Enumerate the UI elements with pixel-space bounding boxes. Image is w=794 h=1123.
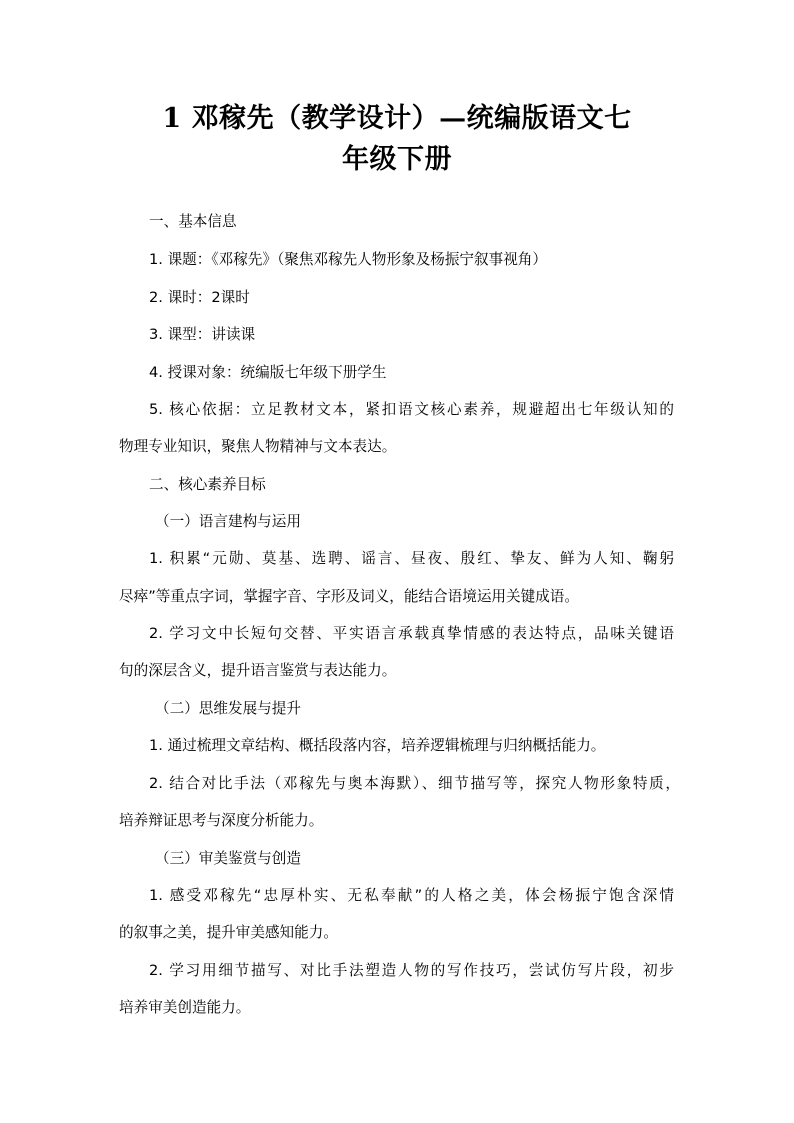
- language-item-1-line-1: 1. 积累“元勋、莫基、选聘、谣言、昼夜、殷红、挚友、鲜为人知、鞠躬: [149, 550, 674, 567]
- subheading-aesthetic: （三）审美鉴赏与创造: [155, 850, 301, 867]
- document-title-line-1: 1 邓稼先（教学设计）—统编版语文七: [162, 103, 632, 134]
- language-item-2-line-1: 2. 学习文中长短句交替、平实语言承载真挚情感的表达特点，品味关键语: [149, 625, 674, 642]
- aesthetic-item-1-line-1: 1. 感受邓稼先“忠厚朴实、无私奉献”的人格之美，体会杨振宁饱含深情: [149, 887, 674, 904]
- section-heading-basic-info: 一、基本信息: [149, 213, 237, 230]
- basic-info-item-5-line-1: 5. 核心依据：立足教材文本，紧扣语文核心素养，规避超出七年级认知的: [149, 401, 674, 418]
- document-title-line-2: 年级下册: [342, 144, 452, 175]
- basic-info-item-1: 1. 课题：《邓稼先》（聚焦邓稼先人物形象及杨振宁叙事视角）: [149, 251, 547, 268]
- basic-info-item-5-line-2: 物理专业知识，聚焦人物精神与文本表达。: [119, 438, 397, 455]
- thinking-item-2-line-1: 2. 结合对比手法（邓稼先与奥本海默）、细节描写等，探究人物形象特质，: [149, 775, 680, 792]
- basic-info-item-2: 2. 课时：2课时: [149, 289, 250, 306]
- aesthetic-item-1-line-2: 的叙事之美，提升审美感知能力。: [119, 924, 338, 941]
- aesthetic-item-2-line-2: 培养审美创造能力。: [119, 999, 251, 1016]
- language-item-2-line-2: 句的深层含义，提升语言鉴赏与表达能力。: [119, 662, 397, 679]
- subheading-language: （一）语言建构与运用: [155, 513, 301, 530]
- basic-info-item-4: 4. 授课对象：统编版七年级下册学生: [149, 364, 387, 381]
- language-item-1-line-2: 尽瘁”等重点字词，掌握字音、字形及词义，能结合语境运用关键成语。: [119, 588, 579, 605]
- thinking-item-1: 1. 通过梳理文章结构、概括段落内容，培养逻辑梳理与归纳概括能力。: [149, 737, 606, 754]
- aesthetic-item-2-line-1: 2. 学习用细节描写、对比手法塑造人物的写作技巧，尝试仿写片段，初步: [149, 962, 674, 979]
- basic-info-item-3: 3. 课型：讲读课: [149, 326, 256, 343]
- section-heading-core-goals: 二、核心素养目标: [149, 476, 266, 493]
- thinking-item-2-line-2: 培养辩证思考与深度分析能力。: [119, 812, 324, 829]
- subheading-thinking: （二）思维发展与提升: [155, 700, 301, 717]
